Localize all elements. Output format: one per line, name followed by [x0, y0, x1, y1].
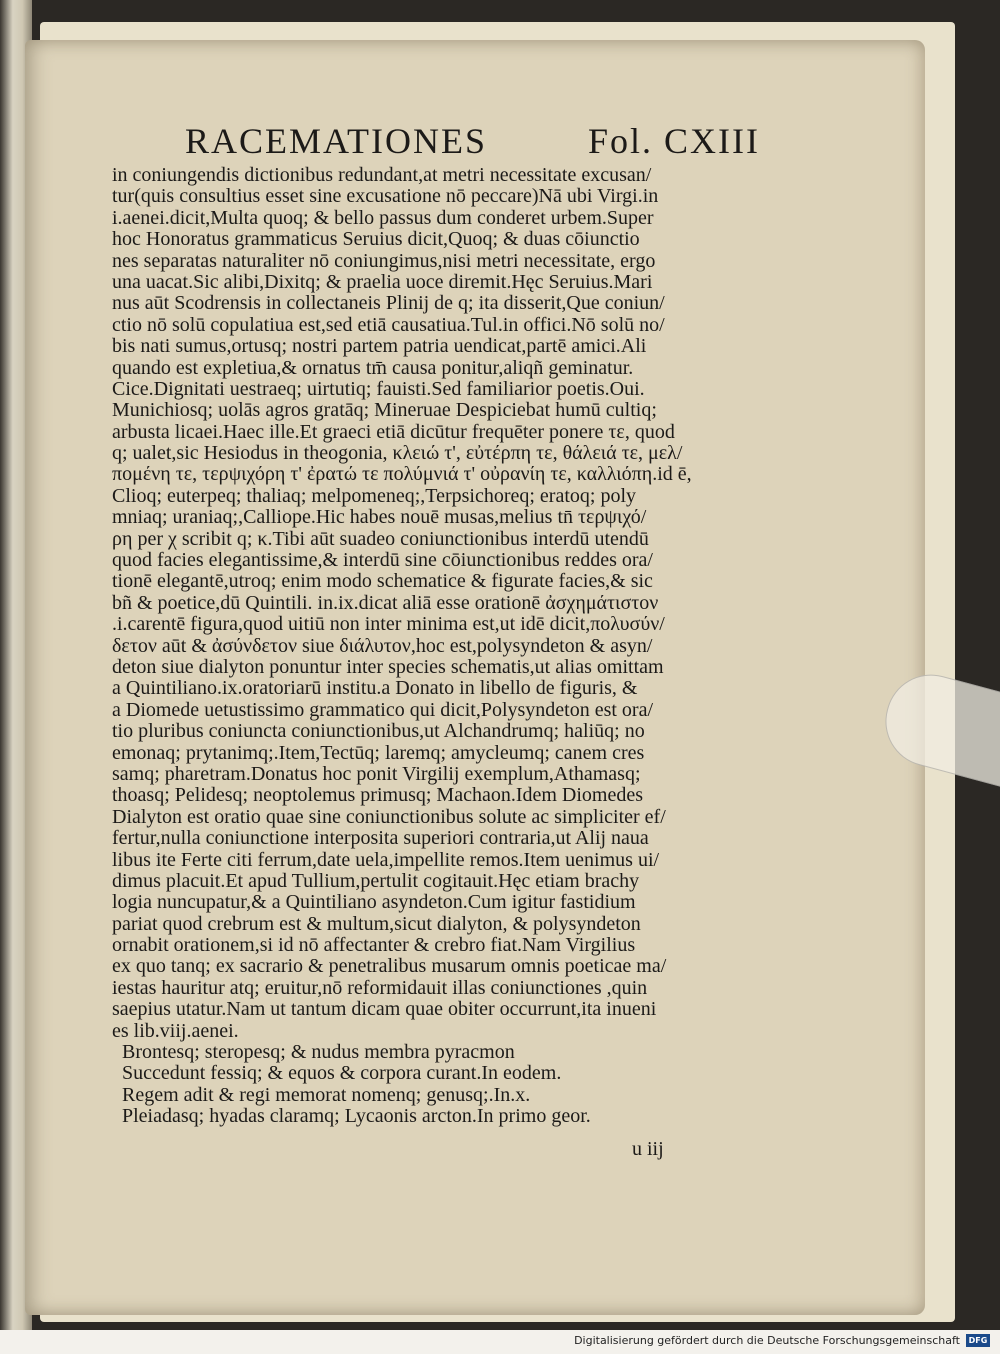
- text-line: samq; pharetram.Donatus hoc ponit Virgilij exemplum,Athamasq;: [112, 763, 641, 785]
- text-line: deton siue dialyton ponuntur inter species schematis,ut alias omittam: [112, 656, 664, 678]
- text-line: fertur,nulla coniunctione interposita superiori contraria,ut Alij naua: [112, 828, 649, 850]
- text-line: Dialyton est oratio quae sine coniunctionibus solute ac simpliciter ef/: [112, 806, 666, 828]
- text-line: iestas hauritur atq; eruitur,nō reformidauit illas coniunctiones ,quin: [112, 977, 648, 999]
- text-line: arbusta licaei.Haec ille.Et graeci etiā dicūtur frequēter ponere τε, quod: [112, 421, 675, 443]
- page-header: [185, 120, 760, 164]
- text-line: q; ualet,sic Hesiodus in theogonia, κλειώ τ', εὐτέρπη τε, θάλειά τε, μελ/: [112, 443, 683, 465]
- verse-line: Succedunt fessiq; & equos & corpora curant.In eodem.: [122, 1063, 562, 1085]
- text-line: ρη per χ scribit q; κ.Tibi aūt suadeo coniunctionibus interdū utendū: [112, 528, 649, 550]
- text-line: Cice.Dignitati uestraeq; uirtutiq; fauisti.Sed familiarior poetis.Oui.: [112, 378, 645, 400]
- text-line: tur(quis consultius esset sine excusatione nō peccare)Nā ubi Virgi.in: [112, 186, 659, 208]
- text-line: ornabit orationem,si id nō affectanter & crebro fiat.Nam Virgilius: [112, 935, 636, 957]
- text-line: nes separatas naturaliter nō coniungimus,nisi metri necessitate, ergo: [112, 250, 656, 272]
- text-line: dimus placuit.Et apud Tullium,pertulit cogitauit.Hęc etiam brachy: [112, 870, 640, 892]
- text-line: libus ite Ferte citi ferrum,date uela,impellite remos.Item uenimus ui/: [112, 849, 660, 871]
- text-line: bis nati sumus,ortusq; nostri partem patria uendicat,partē amici.Ali: [112, 336, 647, 358]
- text-line: .i.carentē figura,quod uitiū non inter minima est,ut idē dicit,πολυσύν/: [112, 614, 665, 636]
- text-line: πομένη τε, τερψιχόρη τ' ἐρατώ τε πολύμνιά τ' οὐρανίη τε, καλλιόπη.id ē,: [112, 464, 692, 486]
- text-line: pariat quod crebrum est & multum,sicut dialyton, & polysyndeton: [112, 913, 641, 935]
- text-line: mniaq; uraniaq;,Calliope.Hic habes nouē musas,melius tn̄ τερψιχό/: [112, 507, 647, 529]
- footer: [574, 1330, 990, 1350]
- body-text: [112, 165, 762, 1128]
- text-line: tio pluribus coniuncta coniunctionibus,ut Alchandrumq; haliūq; no: [112, 721, 645, 743]
- text-line: hoc Honoratus grammaticus Seruius dicit,Quoq; & duas cōiunctio: [112, 229, 640, 251]
- verse-line: Regem adit & regi memorat nomenq; genusq;.In.x.: [122, 1084, 531, 1106]
- funding-credit: Digitalisierung gefördert durch die Deutsche Forschungsgemeinschaft: [574, 1333, 960, 1347]
- text-line: i.aenei.dicit,Multa quoq; & bello passus dum conderet urbem.Super: [112, 207, 654, 229]
- text-line: bñ & poetice,dū Quintili. in.ix.dicat aliā esse orationē ἀσχημάτιστον: [112, 592, 659, 614]
- text-line: a Quintiliano.ix.oratoriarū institu.a Donato in libello de figuris, &: [112, 678, 638, 700]
- text-line: quando est expletiua,& ornatus tm̄ causa ponitur,aliqñ geminatur.: [112, 357, 634, 379]
- text-line: nus aūt Scodrensis in collectaneis Plinij de q; ita disserit,Que coniun/: [112, 293, 665, 315]
- text-line: ctio nō solū copulatiua est,sed etiā causatiua.Tul.in offici.Nō solū no/: [112, 314, 665, 336]
- text-line: tionē elegantē,utroq; enim modo schematice & figurate facies,& sic: [112, 571, 653, 593]
- text-line: ex quo tanq; ex sacrario & penetralibus musarum omnis poeticae ma/: [112, 956, 667, 978]
- text-line: logia nuncupatur,& a Quintiliano asyndeton.Cum igitur fastidium: [112, 892, 636, 914]
- text-line: Munichiosq; uolās agros gratāq; Mineruae Despiciebat humū cultiq;: [112, 400, 657, 422]
- verse-line: Pleiadasq; hyadas claramq; Lycaonis arcton.In primo geor.: [122, 1106, 591, 1128]
- text-line: a Diomede uetustissimo grammatico qui dicit,Polysyndeton est ora/: [112, 699, 654, 721]
- text-line: thoasq; Pelidesq; neoptolemus primusq; Machaon.Idem Diomedes: [112, 785, 644, 807]
- text-line: saepius utatur.Nam ut tantum dicam quae obiter occurrunt,ita inueni: [112, 999, 657, 1021]
- text-line: emonaq; prytanimq;.Item,Tectūq; laremq; amycleumq; canem cres: [112, 742, 645, 764]
- text-line: una uacat.Sic alibi,Dixitq; & praelia uoce diremit.Hęc Seruius.Mari: [112, 271, 653, 293]
- running-title: RACEMATIONES: [185, 121, 488, 161]
- dfg-logo: DFG: [966, 1334, 990, 1347]
- text-line: quod facies elegantissime,& interdū sine cōiunctionibus reddes ora/: [112, 550, 653, 572]
- folio-number: Fol. CXIII: [588, 121, 760, 161]
- verse-line: Brontesq; steropesq; & nudus membra pyracmon: [122, 1042, 515, 1064]
- text-line: es lib.viij.aenei.: [112, 1020, 239, 1042]
- text-line: δετον aūt & ἀσύνδετον siue διάλυτον,hoc est,polysyndeton & asyn/: [112, 635, 653, 657]
- text-line: in coniungendis dictionibus redundant,at metri necessitate excusan/: [112, 165, 652, 186]
- signature-mark: u iij: [632, 1138, 664, 1160]
- text-line: Clioq; euterpeq; thaliaq; melpomeneq;,Terpsichoreq; eratoq; poly: [112, 485, 637, 507]
